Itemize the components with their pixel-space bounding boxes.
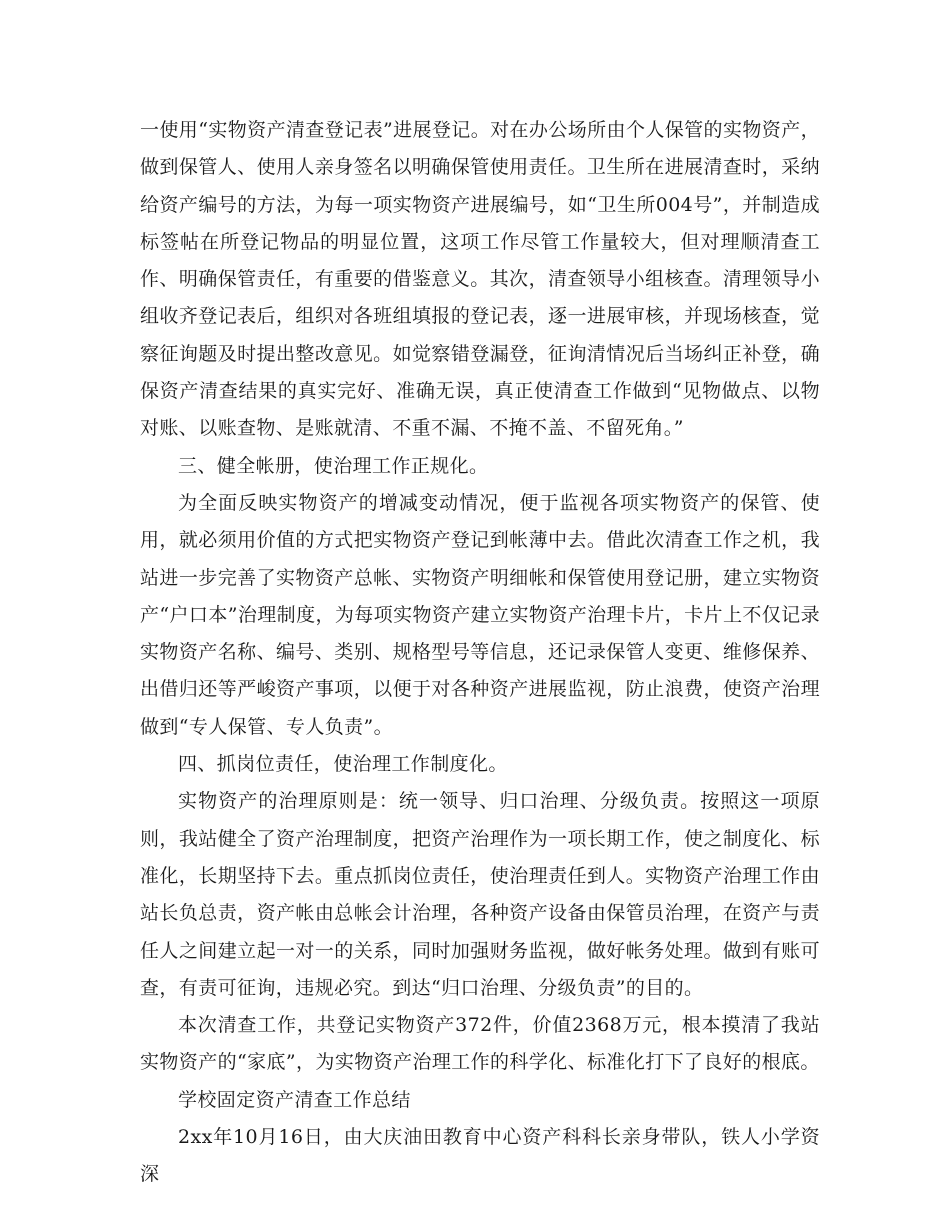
section-heading-4: 四、抓岗位责任，使治理工作制度化。 <box>178 753 508 776</box>
paragraph-responsibility: 实物资产的治理原则是：统一领导、归口治理、分级负责。按照这一项原则，我站健全了资产治理制度，把资产治理作为一项长期工作，使之制度化、标准化，长期坚持下去。重点抓岗位责任，使治理责任到人。实物资产治理工作由站长负总责，资产帐由总帐会计治理，各种资产设备由保管员治理，在资产与责任人之间建立起一对一的关系，同时加强财务监视，做好帐务处理。做到有账可查，有责可征询，违规必究。到达“归口治理、分级负责”的目的。 <box>140 790 820 999</box>
paragraph-school-intro: 2xx年10月16日，由大庆油田教育中心资产科科长亲身带队，铁人小学资深 <box>140 1126 820 1186</box>
paragraph-continuation: 一使用“实物资产清查登记表”进展登记。对在办公场所由个人保管的实物资产，做到保管人、使用人亲身签名以明确保管使用责任。卫生所在进展清查时，采纳给资产编号的方法，为每一项实物资产进展编号，如“卫生所004号”，并制造成标签帖在所登记物品的明显位置，这项工作尽管工作量较大，但对理顺清查工作、明确保管责任，有重要的借鉴意义。其次，清查领导小组核查。清理领导小组收齐登记表后，组织对各班组填报的登记表，逐一进展审核，并现场核查，觉察征询题及时提出整改意见。如觉察错登漏登，征询清情况后当场纠正补登，确保资产清查结果的真实完好、准确无误，真正使清查工作做到“见物做点、以物对账、以账查物、是账就清、不重不漏、不掩不盖、不留死角。” <box>140 119 820 440</box>
section-heading-3: 三、健全帐册，使治理工作正规化。 <box>178 454 489 477</box>
paragraph-ledger: 为全面反映实物资产的增减变动情况，便于监视各项实物资产的保管、使用，就必须用价值的方式把实物资产登记到帐薄中去。借此次清查工作之机，我站进一步完善了实物资产总帐、实物资产明细帐和保管使用登记册，建立实物资产“户口本”治理制度，为每项实物资产建立实物资产治理卡片，卡片上不仅记录实物资产名称、编号、类别、规格型号等信息，还记录保管人变更、维修保养、出借归还等严峻资产事项，以便于对各种资产进展监视，防止浪费，使资产治理做到“专人保管、专人负责”。 <box>140 491 820 738</box>
document-body <box>140 112 820 1194</box>
paragraph-summary: 本次清查工作，共登记实物资产372件，价值2368万元，根本摸清了我站实物资产的“家底”，为实物资产治理工作的科学化、标准化打下了良好的根底。 <box>140 1014 820 1074</box>
document-subtitle: 学校固定资产清查工作总结 <box>178 1088 411 1111</box>
